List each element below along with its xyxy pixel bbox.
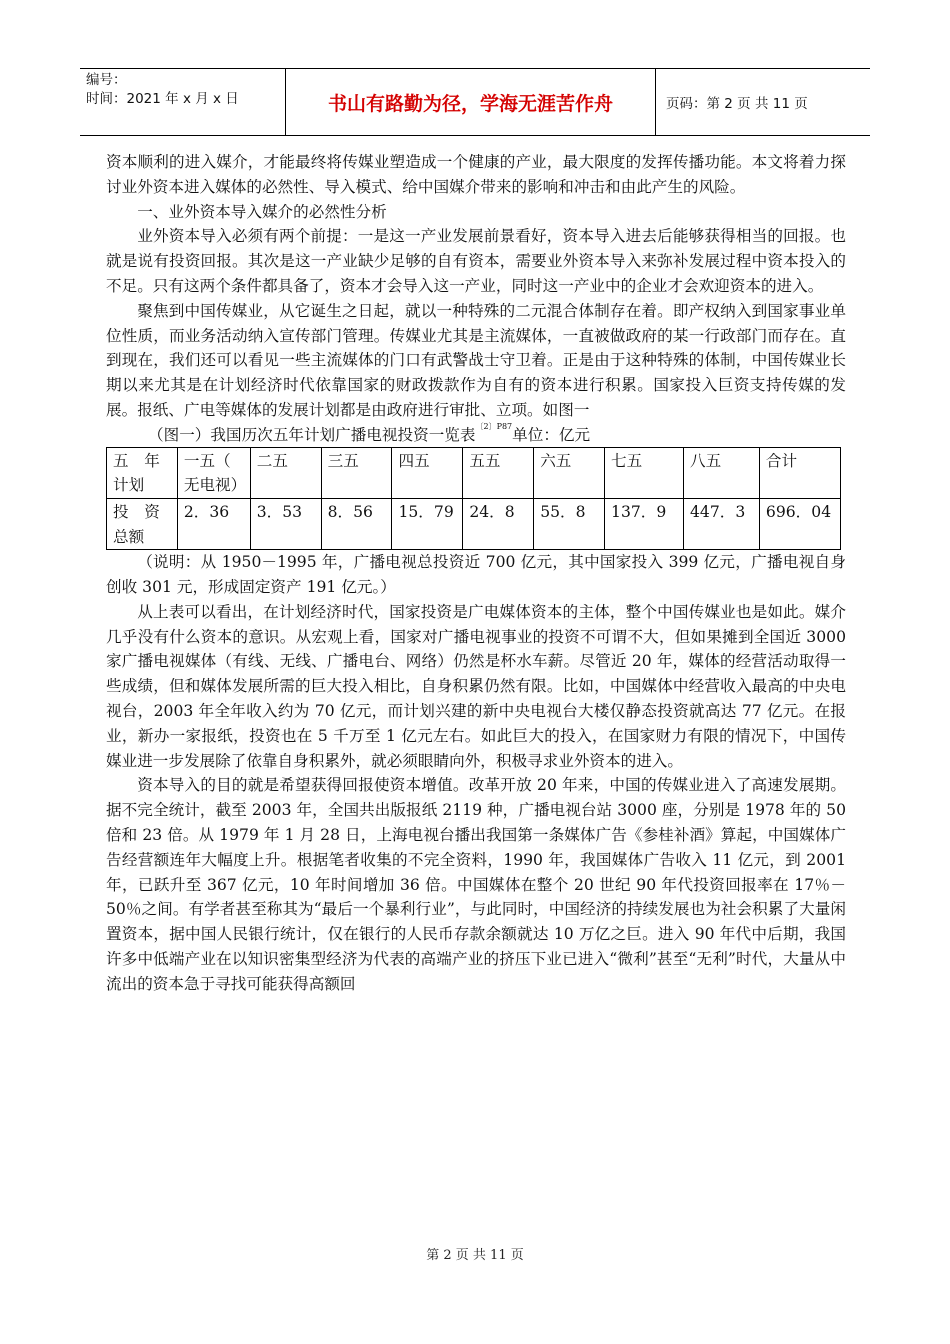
caption-citation: 〔2〕P87 xyxy=(475,421,513,431)
table-cell: 55．8 xyxy=(534,498,605,549)
header-meta xyxy=(80,69,286,135)
table-row xyxy=(107,498,841,549)
table-cell: 696．04 xyxy=(759,498,840,549)
table-row xyxy=(107,447,841,498)
table-cell: 合计 xyxy=(759,447,840,498)
page-footer: 第 2 页 共 11 页 xyxy=(426,1248,524,1263)
table-cell: 三五 xyxy=(321,447,392,498)
caption-title: （图一）我国历次五年计划广播电视投资一览表 xyxy=(148,425,476,444)
document-body xyxy=(106,150,846,996)
section-heading: 一、业外资本导入媒介的必然性分析 xyxy=(137,202,387,221)
number-label: 编号： xyxy=(86,72,127,88)
table-cell: 七五 xyxy=(605,447,684,498)
page-header xyxy=(80,68,870,136)
investment-table xyxy=(106,447,841,550)
table-cell: 3．53 xyxy=(250,498,321,549)
paragraph-history: 聚焦到中国传媒业，从它诞生之日起，就以一种特殊的二元混合体制存在着。即产权纳入到国家事业单位性质，而业务活动纳入宣传部门管理。传媒业尤其是主流媒体，一直被做政府的某一行政部门而存在。直到现在，我们还可以看见一些主流媒体的门口有武警战士守卫着。正是由于这种特殊的体制，中国传媒业长期以来尤其是在计划经济时代依靠国家的财政拨款作为自有的资本进行积累。国家投入巨资支持传媒的发展。报纸、广电等媒体的发展计划都是由政府进行审批、立项。如图一 xyxy=(106,301,846,419)
table-caption xyxy=(106,423,846,447)
table-cell: 137．9 xyxy=(605,498,684,549)
table-cell: 五 年计划 xyxy=(107,447,178,498)
date-label: 时间：2021 年 x 月 x 日 xyxy=(86,91,239,107)
header-motto: 书山有路勤为径，学海无涯苦作舟 xyxy=(286,69,656,135)
table-cell: 2．36 xyxy=(177,498,250,549)
table-cell: 八五 xyxy=(684,447,760,498)
header-page-label: 页码：第 2 页 共 11 页 xyxy=(666,96,808,112)
table-note: （说明：从 1950－1995 年，广播电视总投资近 700 亿元，其中国家投入 399 亿元，广播电视自身创收 301 元，形成固定资产 191 亿元。） xyxy=(106,553,846,596)
paragraph-intro: 资本顺利的进入媒介，才能最终将传媒业塑造成一个健康的产业，最大限度的发挥传播功能。本文将着力探讨业外资本进入媒体的必然性、导入模式、给中国媒介带来的影响和冲击和由此产生的风险。 xyxy=(106,153,846,196)
table-cell: 投 资总额 xyxy=(107,498,178,549)
table-cell: 五五 xyxy=(463,447,534,498)
table-cell: 六五 xyxy=(534,447,605,498)
table-cell: 四五 xyxy=(392,447,463,498)
table-cell: 24．8 xyxy=(463,498,534,549)
caption-unit: 单位：亿元 xyxy=(512,425,591,444)
table-cell: 8．56 xyxy=(321,498,392,549)
paragraph-analysis: 从上表可以看出，在计划经济时代，国家投资是广电媒体资本的主体，整个中国传媒业也是如此。媒介几乎没有什么资本的意识。从宏观上看，国家对广播电视事业的投资不可谓不大，但如果摊到全国近 3000 家广播电视媒体（有线、无线、广播电台、网络）仍然是杯水车薪。尽管近 20 年，媒体的经营活动取得一些成绩，但和媒体发展所需的巨大投入相比，自身积累仍然有限。比如，中国媒体中经营收入最高的中央电视台，2003 年全年收入约为 70 亿元，而计划兴建的新中央电视台大楼仅静态投资就高达 77 亿元。在报业，新办一家报纸，投资也在 5 千万至 1 亿元左右。如此巨大的投入，在国家财力有限的情况下，中国传媒业进一步发展除了依靠自身积累外，就必须眼睛向外，积极寻求业外资本的进入。 xyxy=(106,602,846,770)
paragraph-returns: 资本导入的目的就是希望获得回报使资本增值。改革开放 20 年来，中国的传媒业进入了高速发展期。据不完全统计，截至 2003 年，全国共出版报纸 2119 种，广播电视台站 3000 座，分别是 1978 年的 50 倍和 23 倍。从 1979 年 1 月 28 日，上海电视台播出我国第一条媒体广告《参桂补酒》算起，中国媒体广告经营额连年大幅度上升。根据笔者收集的不完全资料，1990 年，我国媒体广告收入 11 亿元，到 2001 年，已跃升至 367 亿元，10 年时间增加 36 倍。中国媒体在整个 20 世纪 90 年代投资回报率在 17％－50％之间。有学者甚至称其为“最后一个暴利行业”，与此同时，中国经济的持续发展也为社会积累了大量闲置资本，据中国人民银行统计，仅在银行的人民币存款余额就达 10 万亿之巨。进入 90 年代中后期，我国许多中低端产业在以知识密集型经济为代表的高端产业的挤压下业已进入“微利”甚至“无利”时代，大量从中流出的资本急于寻找可能获得高额回 xyxy=(106,776,846,993)
paragraph-premise: 业外资本导入必须有两个前提：一是这一产业发展前景看好，资本导入进去后能够获得相当的回报。也就是说有投资回报。其次是这一产业缺少足够的自有资本，需要业外资本导入来弥补发展过程中资本投入的不足。只有这两个条件都具备了，资本才会导入这一产业，同时这一产业中的企业才会欢迎资本的进入。 xyxy=(106,227,846,295)
table-cell: 二五 xyxy=(250,447,321,498)
table-cell: 一五（ 无电视） xyxy=(177,447,250,498)
table-cell: 15．79 xyxy=(392,498,463,549)
table-cell: 447．3 xyxy=(684,498,760,549)
